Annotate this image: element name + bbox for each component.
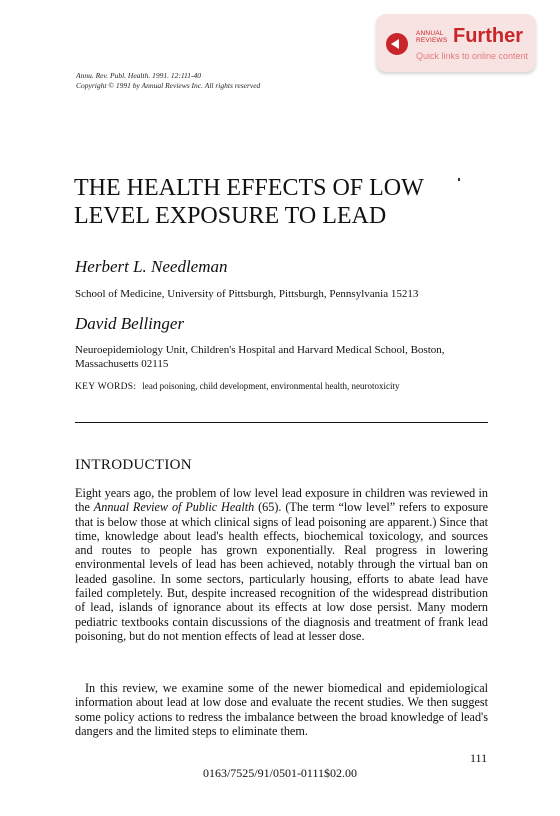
keywords-label: KEY WORDS: — [75, 382, 137, 392]
paragraph-1-start: Eight years ago, the problem of low level lead exposure in children was reviewed in the — [75, 486, 488, 515]
paragraph-2: In this review, we examine some of the newer biomedical and epidemiological information about lead at low dose and evaluate the recent studies. We then suggest some policy actions to redress the imbalance between the broad knowledge of lead's dangers and the limited steps to eliminate them. — [75, 681, 488, 738]
badge-subtitle: Quick links to online content — [416, 51, 529, 61]
copyright-notice: Copyright © 1991 by Annual Reviews Inc. All rights reserved — [76, 81, 261, 90]
badge-reviews-text: REVIEWS — [416, 37, 448, 44]
author-affiliation-2: Neuroepidemiology Unit, Children's Hospital and Harvard Medical School, Boston, Massachusetts 02115 — [75, 344, 445, 370]
keywords-line — [75, 380, 400, 394]
paragraph-1-rest: (65). (The term “low level” refers to exposure that is below those at which clinical signs of lead poisoning are apparent.) Since that time, knowledge about lead's health effects, biochemical toxicology, and sources and routes to people has grown exponentially. Real progress in lowering environmental levels of lead has been achieved, notably through the virtual ban on leaded gasoline. In some sectors, particularly housing, efforts to abate lead have failed completely. But, despite increased recognition of the widespread distribution of lead, islands of ignorance about its effects at low dose persist. Many modern pediatric textbooks contain discussions of the diagnosis and treatment of frank lead poisoning, but do not mention effects of lead at lesser dose. — [75, 500, 488, 643]
journal-citation: Annu. Rev. Publ. Health. 1991. 12:111-40 — [76, 71, 201, 80]
journal-name-italic: Annual Review of Public Health — [93, 500, 255, 515]
author-name-2: David Bellinger — [75, 314, 185, 333]
annual-reviews-further-badge[interactable] — [376, 14, 536, 72]
keywords-list: lead poisoning, child development, environmental health, neurotoxicity — [142, 381, 400, 391]
article-code: 0163/7525/91/0501-0111$02.00 — [202, 766, 358, 780]
paragraph-1 — [75, 486, 488, 643]
article-title: THE HEALTH EFFECTS OF LOW LEVEL EXPOSURE TO LEAD — [74, 175, 424, 229]
section-heading: INTRODUCTION — [75, 457, 192, 473]
badge-further-text: Further — [453, 25, 523, 47]
page-number: 111 — [470, 751, 488, 765]
author-affiliation-1: School of Medicine, University of Pittsburgh, Pittsburgh, Pennsylvania 15213 — [75, 288, 419, 300]
badge-annual-text: ANNUAL — [416, 30, 444, 37]
section-divider — [75, 422, 488, 423]
annual-reviews-logo-icon — [386, 33, 408, 55]
author-name-1: Herbert L. Needleman — [75, 257, 228, 276]
